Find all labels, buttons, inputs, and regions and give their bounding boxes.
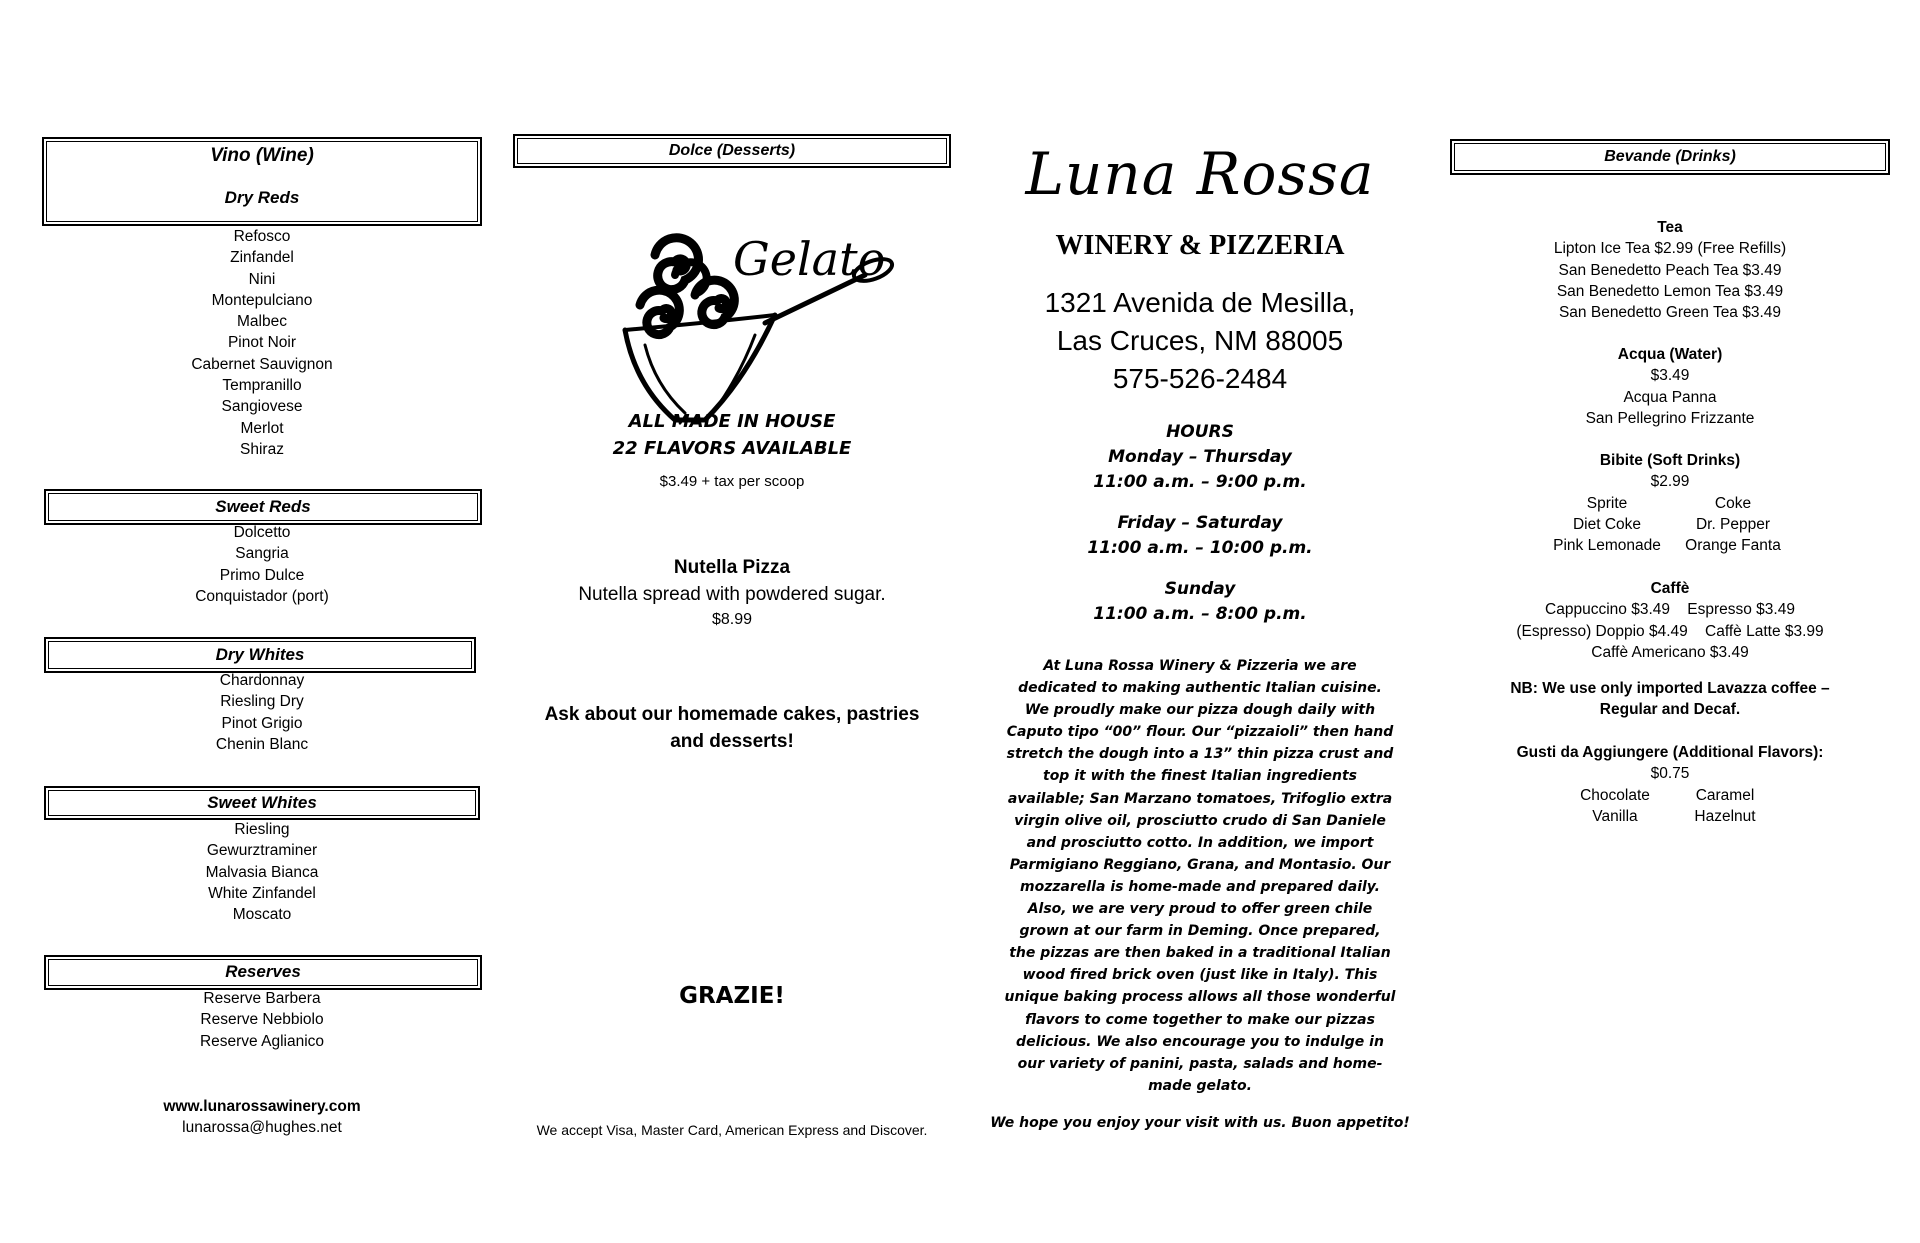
- wine-header-box: [42, 137, 482, 226]
- reserves-title: Reserves: [225, 962, 301, 981]
- ask-about-line1: Ask about our homemade cakes, pastries: [544, 704, 920, 725]
- dry-whites-list: [42, 670, 482, 755]
- gelato-flavors: 22 FLAVORS AVAILABLE: [612, 438, 852, 459]
- list-item: San Benedetto Green Tea $3.49: [1558, 304, 1782, 322]
- list-item: Orange Fanta: [1685, 537, 1781, 555]
- gelato-illustration: [615, 215, 915, 425]
- sweet-reds-title: Sweet Reds: [215, 497, 311, 516]
- about-line: dedicated to making authentic Italian cuisine.: [1018, 680, 1382, 697]
- list-item: Pink Lemonade: [1553, 537, 1661, 555]
- flavors-price: $0.75: [1650, 765, 1690, 783]
- about-line: our variety of panini, pasta, salads and home-: [1017, 1055, 1383, 1072]
- about-line: available; San Marzano tomatoes, Trifoglio extra: [1007, 790, 1393, 807]
- coffee-cappuccino: Cappuccino $3.49: [1545, 601, 1670, 619]
- soft-drinks-right: [1670, 493, 1796, 557]
- dry-reds-title: Dry Reds: [224, 188, 300, 207]
- list-item: Shiraz: [240, 440, 284, 458]
- list-item: Reserve Nebbiolo: [200, 1011, 324, 1029]
- sweet-whites-list: [42, 819, 482, 925]
- about-line: delicious. We also encourage you to indulge in: [1016, 1033, 1384, 1050]
- wine-title: Vino (Wine): [210, 145, 314, 166]
- list-item: Reserve Barbera: [203, 990, 321, 1007]
- list-item: Sangria: [235, 545, 289, 563]
- hours-days-2: Friday – Saturday: [1117, 513, 1283, 533]
- nutella-title: Nutella Pizza: [673, 557, 791, 578]
- list-item: Chenin Blanc: [215, 735, 309, 753]
- coffee-section: [1450, 578, 1890, 663]
- water-section: [1450, 344, 1890, 429]
- list-item: Chocolate: [1580, 786, 1650, 804]
- contact-block: [42, 1096, 482, 1139]
- gelato-logo-text: Gelato: [733, 232, 886, 286]
- gelato-made-in-house: ALL MADE IN HOUSE: [628, 411, 836, 432]
- list-item: Vanilla: [1592, 807, 1638, 825]
- list-item: Conquistador (port): [195, 587, 329, 605]
- water-title: Acqua (Water): [1617, 346, 1723, 363]
- ask-about-line2: and desserts!: [670, 731, 794, 752]
- list-item: Montepulciano: [211, 291, 313, 309]
- coffee-line-1: [1450, 599, 1890, 620]
- dry-reds-list: [42, 226, 482, 460]
- soft-drinks-title: Bibite (Soft Drinks): [1599, 452, 1741, 469]
- hours-time-3: 11:00 a.m. – 8:00 p.m.: [1093, 604, 1307, 624]
- list-item: Gewurztraminer: [206, 842, 318, 860]
- list-item: Pinot Noir: [227, 334, 297, 352]
- about-line: Also, we are very proud to offer green chile: [1027, 901, 1373, 918]
- list-item: Lipton Ice Tea $2.99 (Free Refills): [1553, 240, 1787, 258]
- about-line: stretch the dough into a 13” thin pizza crust and: [1006, 746, 1394, 763]
- list-item: Tempranillo: [222, 377, 302, 395]
- tea-section: [1450, 217, 1890, 323]
- list-item: Dr. Pepper: [1695, 515, 1771, 533]
- coffee-americano: Caffè Americano $3.49: [1591, 643, 1749, 661]
- list-item: Hazelnut: [1694, 807, 1756, 825]
- about-line: We proudly make our pizza dough daily with: [1024, 702, 1376, 719]
- flavors-right: [1670, 785, 1780, 828]
- list-item: Nini: [248, 270, 276, 288]
- soft-drinks-section: [1450, 450, 1890, 556]
- list-item: Merlot: [240, 419, 284, 437]
- flavors-grid: [1450, 785, 1890, 828]
- about-line: flavors to come together to make our pizzas: [1025, 1011, 1375, 1028]
- list-item: Sprite: [1586, 494, 1628, 512]
- about-paragraph: [980, 655, 1420, 1097]
- dry-whites-title: Dry Whites: [215, 645, 305, 664]
- list-item: Coke: [1714, 494, 1752, 512]
- list-item: San Benedetto Peach Tea $3.49: [1558, 261, 1782, 279]
- coffee-note-line2: Regular and Decaf.: [1599, 701, 1741, 719]
- gelato-price: $3.49 + tax per scoop: [659, 473, 805, 490]
- list-item: Diet Coke: [1572, 515, 1642, 533]
- closing-line: We hope you enjoy your visit with us. Buon appetito!: [990, 1115, 1410, 1131]
- hours-days-3: Sunday: [1164, 579, 1236, 599]
- reserves-box: [44, 955, 482, 990]
- list-item: Malbec: [237, 313, 287, 331]
- about-line: unique baking process allows all those wonderful: [1004, 989, 1396, 1006]
- about-line: made gelato.: [1148, 1077, 1252, 1094]
- list-item: San Pellegrino Frizzante: [1585, 409, 1755, 427]
- list-item: Acqua Panna: [1623, 388, 1717, 406]
- list-item: Pinot Grigio: [221, 714, 303, 732]
- list-item: Chardonnay: [219, 672, 305, 689]
- coffee-note: [1450, 678, 1890, 721]
- coffee-latte: Caffè Latte $3.99: [1705, 622, 1824, 640]
- flavors-title: Gusti da Aggiungere (Additional Flavors):: [1516, 744, 1824, 761]
- list-item: Caramel: [1695, 786, 1755, 804]
- list-item: Malvasia Bianca: [205, 863, 319, 881]
- about-line: the pizzas are then baked in a traditional Italian: [1009, 945, 1391, 962]
- reserves-list: [42, 988, 482, 1052]
- about-line: grown at our farm in Deming. Once prepared,: [1019, 923, 1381, 940]
- sweet-reds-box: [44, 489, 482, 525]
- payment-note: We accept Visa, Master Card, American Express and Discover.: [536, 1122, 928, 1138]
- list-item: Zinfandel: [230, 249, 294, 267]
- coffee-note-line1: NB: We use only imported Lavazza coffee –: [1510, 680, 1830, 697]
- list-item: $3.49: [1650, 367, 1690, 385]
- list-item: Sangiovese: [221, 398, 303, 416]
- list-item: White Zinfandel: [208, 884, 316, 902]
- desserts-header-box: [513, 134, 951, 168]
- list-item: Riesling: [234, 821, 290, 838]
- list-item: Riesling Dry: [220, 693, 304, 711]
- coffee-title: Caffè: [1650, 580, 1690, 597]
- desserts-title: Dolce (Desserts): [668, 142, 796, 159]
- drinks-header-box: [1450, 139, 1890, 175]
- list-item: San Benedetto Lemon Tea $3.49: [1556, 282, 1784, 300]
- email-link[interactable]: lunarossa@hughes.net: [182, 1119, 342, 1137]
- coffee-line-2: [1450, 621, 1890, 642]
- flavors-section: [1450, 742, 1890, 827]
- restaurant-logo: Luna Rossa: [1025, 140, 1375, 208]
- tea-title: Tea: [1657, 219, 1683, 236]
- hours-days-1: Monday – Thursday: [1108, 447, 1292, 467]
- phone-number: 575-526-2484: [1112, 363, 1288, 394]
- hours-title: HOURS: [1166, 422, 1234, 442]
- sweet-whites-title: Sweet Whites: [207, 793, 317, 812]
- list-item: Cabernet Sauvignon: [191, 355, 333, 373]
- about-line: Parmigiano Reggiano, Grana, and Montasio. Our: [1009, 856, 1391, 873]
- soft-drinks-grid: [1450, 493, 1890, 557]
- list-item: Primo Dulce: [219, 566, 305, 584]
- grazie-text: GRAZIE!: [679, 983, 785, 1009]
- about-line: mozzarella is home-made and prepared daily.: [1020, 878, 1380, 895]
- address-line2: Las Cruces, NM 88005: [1056, 325, 1344, 356]
- hours-time-2: 11:00 a.m. – 10:00 p.m.: [1087, 538, 1313, 558]
- nutella-price: $8.99: [711, 611, 753, 628]
- coffee-doppio: (Espresso) Doppio $4.49: [1516, 622, 1688, 640]
- about-line: Caputo tipo “00” flour. Our “pizzaioli” then hand: [1006, 724, 1394, 741]
- list-item: Refosco: [233, 228, 291, 245]
- dry-whites-box: [44, 637, 476, 673]
- about-line: At Luna Rossa Winery & Pizzeria we are: [1043, 658, 1357, 674]
- drinks-title: Bevande (Drinks): [1604, 148, 1736, 165]
- coffee-espresso: Espresso $3.49: [1687, 601, 1795, 619]
- list-item: Moscato: [232, 906, 292, 924]
- restaurant-subtitle: WINERY & PIZZERIA: [1055, 230, 1345, 261]
- hours-time-1: 11:00 a.m. – 9:00 p.m.: [1093, 472, 1307, 492]
- about-line: and prosciutto cotto. In addition, we import: [1026, 834, 1374, 851]
- about-line: wood fired brick oven (just like in Italy). This: [1022, 967, 1378, 984]
- soft-drinks-left: [1544, 493, 1670, 557]
- list-item: Dolcetto: [233, 524, 291, 541]
- list-item: Reserve Aglianico: [199, 1032, 325, 1050]
- about-line: virgin olive oil, prosciutto crudo di San Daniele: [1014, 812, 1386, 829]
- sweet-reds-list: [42, 522, 482, 607]
- sweet-whites-box: [44, 786, 480, 820]
- website-link[interactable]: www.lunarossawinery.com: [163, 1098, 361, 1115]
- address-line1: 1321 Avenida de Mesilla,: [1044, 287, 1356, 318]
- soft-drinks-price: $2.99: [1650, 473, 1690, 491]
- about-line: top it with the finest Italian ingredients: [1043, 768, 1357, 785]
- flavors-left: [1560, 785, 1670, 828]
- nutella-description: Nutella spread with powdered sugar.: [578, 584, 886, 605]
